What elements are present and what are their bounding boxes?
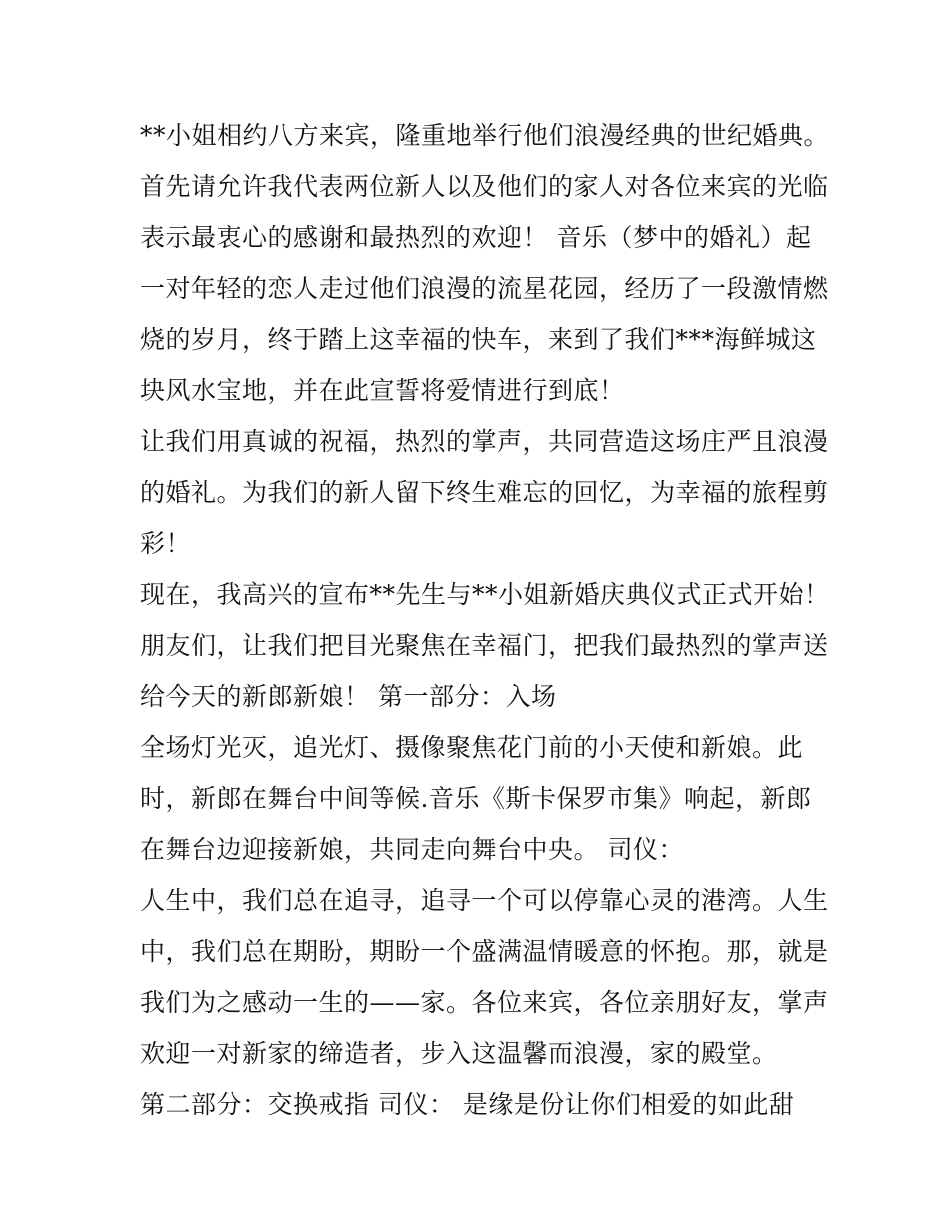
text-line: 人生中，我们总在追寻，追寻一个可以停靠心灵的港湾。人生: [140, 886, 829, 915]
text-line: 我们为之感动一生的——家。各位来宾，各位亲朋好友，掌声: [140, 988, 829, 1017]
text-line: 时，新郎在舞台中间等候.音乐《斯卡保罗市集》响起，新郎: [140, 784, 812, 813]
text-line: 全场灯光灭，追光灯、摄像聚焦花门前的小天使和新娘。此: [140, 733, 804, 762]
text-line: 彩！: [140, 529, 192, 558]
document-body: [140, 110, 830, 1130]
text-line: 在舞台边迎接新娘，共同走向舞台中央。 司仪：: [140, 835, 684, 864]
text-line: 块风水宝地，并在此宣誓将爱情进行到底！: [140, 376, 625, 405]
text-line: 第二部分：交换戒指 司仪： 是缘是份让你们相爱的如此甜: [140, 1090, 795, 1119]
text-line: 一对年轻的恋人走过他们浪漫的流星花园，经历了一段激情燃: [140, 274, 829, 303]
text-line: 烧的岁月，终于踏上这幸福的快车，来到了我们***海鲜城这: [140, 325, 817, 354]
text-line: 中，我们总在期盼，期盼一个盛满温情暖意的怀抱。那，就是: [140, 937, 829, 966]
text-line: 首先请允许我代表两位新人以及他们的家人对各位来宾的光临: [140, 172, 829, 201]
text-line: 欢迎一对新家的缔造者，步入这温馨而浪漫，家的殿堂。: [140, 1039, 778, 1068]
text-line: 朋友们，让我们把目光聚焦在幸福门，把我们最热烈的掌声送: [140, 631, 829, 660]
text-line: 表示最衷心的感谢和最热烈的欢迎！ 音乐（梦中的婚礼）起: [140, 223, 812, 252]
text-line: 的婚礼。为我们的新人留下终生难忘的回忆，为幸福的旅程剪: [140, 478, 829, 507]
text-line: 让我们用真诚的祝福，热烈的掌声，共同营造这场庄严且浪漫: [140, 427, 829, 456]
text-line: 给今天的新郎新娘！ 第一部分：入场: [140, 682, 557, 711]
text-line: 现在，我高兴的宣布**先生与**小姐新婚庆典仪式正式开始！: [140, 580, 830, 609]
text-line: **小姐相约八方来宾，隆重地举行他们浪漫经典的世纪婚典。: [140, 121, 830, 150]
